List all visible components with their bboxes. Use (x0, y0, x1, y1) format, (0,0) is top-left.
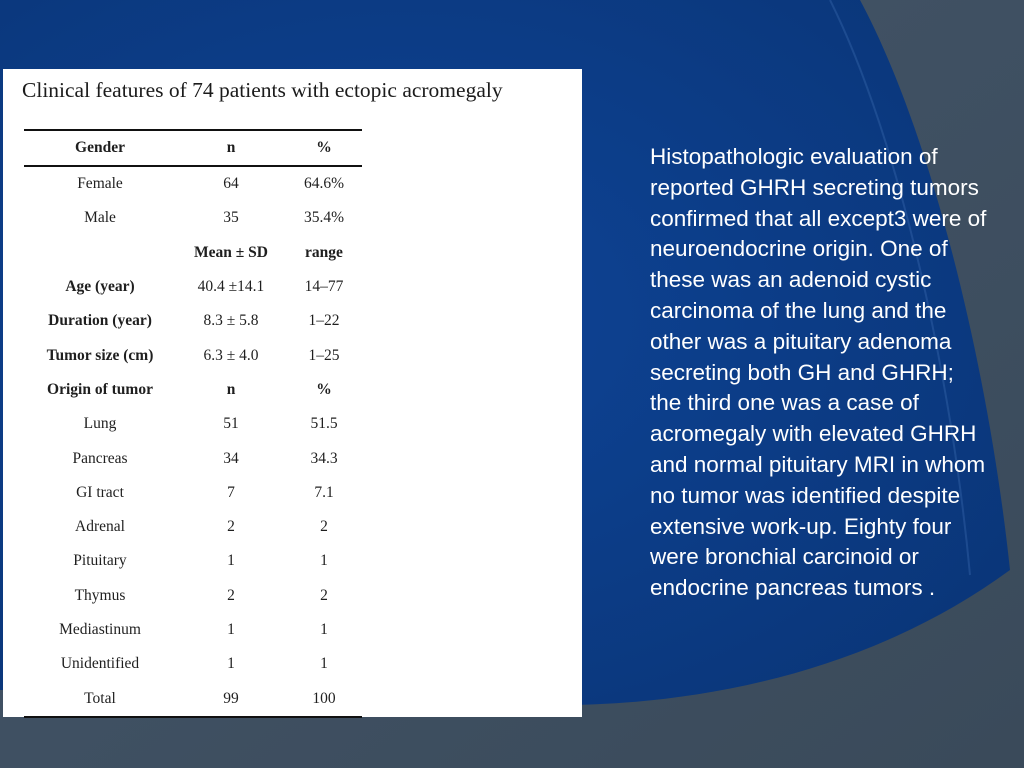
row-value-cell: 1 (227, 655, 235, 673)
table-row (24, 441, 362, 475)
table-row (24, 510, 362, 544)
row-range-cell: 1 (320, 621, 328, 638)
row-range-cell: 2 (320, 586, 328, 604)
row-value-cell: 35 (223, 209, 239, 227)
row-value-cell: 1 (227, 552, 235, 570)
row-label-cell: Lung (83, 415, 117, 433)
row-label-cell: Mediastinum (59, 621, 141, 638)
row-value-cell: 7 (227, 483, 235, 501)
row-label-cell: Origin of tumor (47, 380, 153, 398)
row-label-cell: Duration (year) (48, 312, 152, 330)
table-row (24, 236, 362, 270)
table-row (24, 681, 362, 716)
row-range-cell: 14–77 (304, 278, 344, 296)
row-value-cell: 2 (227, 518, 235, 536)
table-title: Clinical features of 74 patients with ectopic acromegaly (22, 78, 503, 102)
table-header-row (24, 130, 362, 166)
row-range-cell: 1–22 (308, 312, 340, 330)
row-range-cell: range (305, 243, 343, 261)
row-label-cell: Pituitary (73, 552, 127, 570)
row-range-cell: 35.4% (303, 209, 345, 227)
row-label-cell: Unidentified (60, 655, 140, 673)
header-percent: % (286, 130, 362, 166)
table-row (24, 476, 362, 510)
row-label-cell: Tumor size (cm) (46, 346, 154, 364)
header-n: n (176, 130, 286, 166)
row-range-cell: 64.6% (303, 175, 345, 193)
row-value-cell: 8.3 ± 5.8 (203, 312, 259, 330)
table-row (24, 166, 362, 201)
table-row (24, 304, 362, 338)
row-label-cell: Adrenal (75, 518, 125, 536)
table-row (24, 373, 362, 407)
row-range-cell: 51.5 (310, 415, 338, 433)
table-row (24, 338, 362, 372)
header-gender: Gender (24, 130, 176, 166)
row-value-cell: 40.4 ±14.1 (197, 278, 265, 296)
row-label-cell: Thymus (74, 586, 126, 604)
row-range-cell: 100 (312, 689, 336, 707)
row-range-cell: 2 (320, 518, 328, 536)
row-label-cell: Total (84, 689, 116, 707)
table-row (24, 270, 362, 304)
row-value-cell: 6.3 ± 4.0 (203, 346, 259, 364)
table-row (24, 579, 362, 613)
row-range-cell: % (316, 380, 332, 398)
row-value-cell: 2 (227, 586, 235, 604)
row-range-cell: 1–25 (308, 346, 340, 364)
row-range-cell: 1 (320, 655, 328, 673)
row-value-cell: 51 (223, 415, 239, 433)
clinical-features-table (24, 129, 362, 718)
row-label-cell: Age (year) (65, 278, 135, 296)
row-value-cell: 1 (227, 621, 235, 638)
table-row (24, 201, 362, 235)
row-range-cell: 1 (320, 552, 328, 570)
row-value-cell: 34 (223, 449, 239, 467)
row-label-cell: Pancreas (72, 449, 128, 467)
row-value-cell: 99 (223, 689, 239, 707)
table-row (24, 544, 362, 578)
row-value-cell: n (226, 380, 236, 398)
row-label-cell (24, 236, 176, 270)
slide-body-text: Histopathologic evaluation of reported GHRH secreting tumors confirmed that all except3 were of neuroendocrine origin. One of these was an adenoid cystic carcinoma of the lung and the other was a pituitary adenoma secreting both GH and GHRH; the third one was a case of acromegaly with elevated GHRH and normal pituitary MRI in whom no tumor was identified despite extensive work-up. Eighty four were bronchial carcinoid or endocrine pancreas tumors . (650, 144, 987, 601)
row-value-cell: 64 (223, 175, 239, 193)
table-row (24, 407, 362, 441)
table-row (24, 613, 362, 647)
row-range-cell: 34.3 (310, 449, 338, 467)
row-label-cell: Female (77, 175, 123, 193)
row-range-cell: 7.1 (314, 483, 334, 501)
row-label-cell: GI tract (76, 483, 124, 501)
row-label-cell: Male (84, 209, 116, 227)
row-value-cell: Mean ± SD (194, 243, 268, 261)
table-row (24, 647, 362, 681)
